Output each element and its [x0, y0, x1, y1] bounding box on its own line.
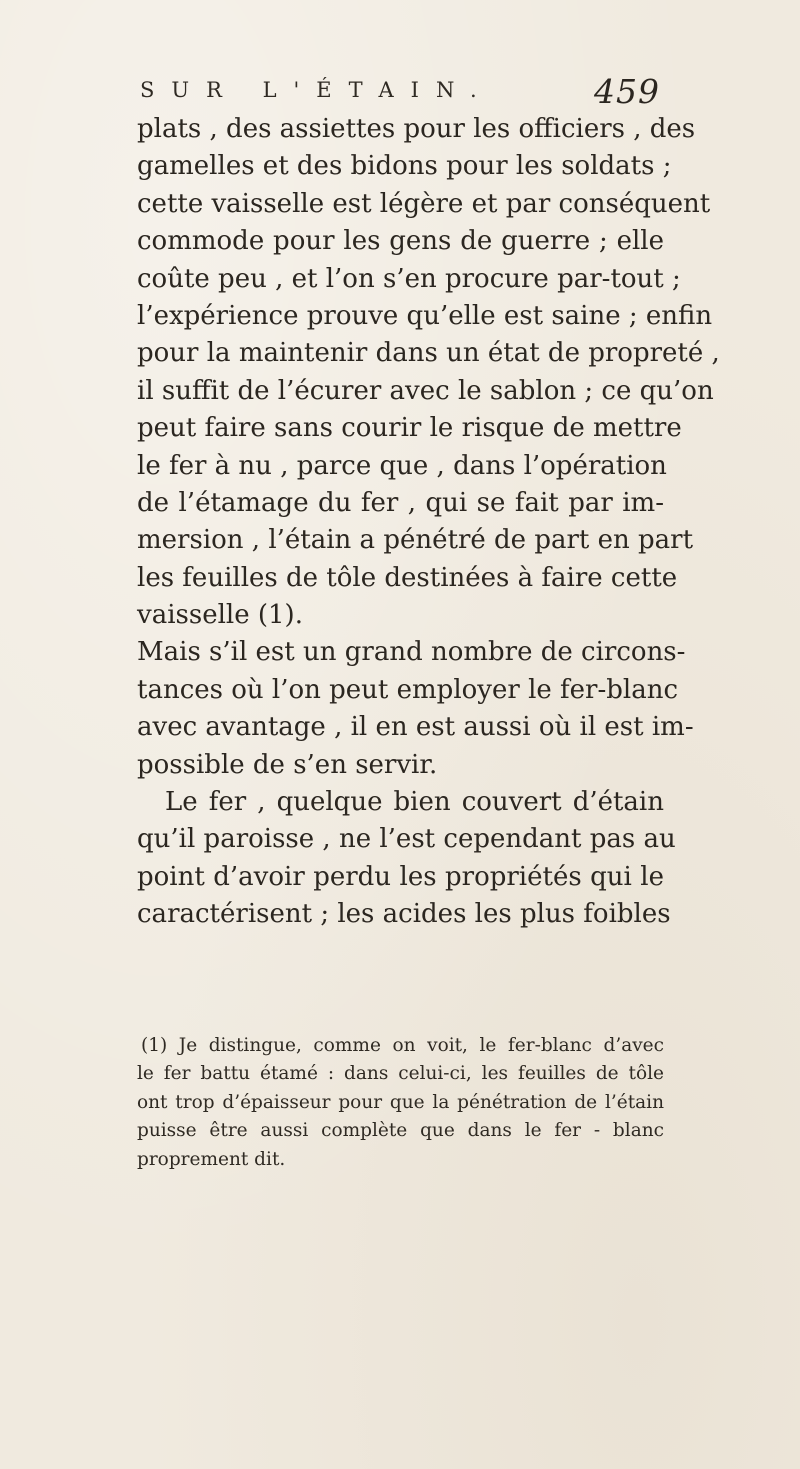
footnote-line: proprement dit. [137, 1148, 286, 1170]
text-line: avec avantage , il en est aussi où il est im- [137, 712, 694, 743]
page-number: 459 [594, 72, 660, 111]
running-head [140, 72, 660, 116]
text-line: Mais s’il est un grand nombre de circons- [137, 637, 686, 668]
text-line: mersion , l’étain a pénétré de part en part [137, 525, 694, 556]
text-line: coûte peu , et l’on s’en procure par-tout ; [137, 263, 681, 294]
text-line: plats , des assiettes pour les officiers , des [137, 114, 696, 144]
footnote [137, 1032, 664, 1174]
text-line: tances où l’on peut employer le fer-blanc [137, 674, 679, 705]
text-line: Le fer , quelque bien couvert d’étain [165, 787, 664, 818]
text-line: l’expérience prouve qu’elle est saine ; enfin [137, 300, 713, 331]
text-line: les feuilles de tôle destinées à faire cette [137, 562, 678, 593]
text-line: pour la maintenir dans un état de propreté , [137, 338, 720, 369]
footnote-line: le fer battu étamé : dans celui-ci, les feuilles de tôle [137, 1063, 664, 1085]
footnote-line: (1) Je distingue, comme on voit, le fer-blanc d’avec [141, 1035, 664, 1056]
text-line: cette vaisselle est légère et par conséquent [137, 188, 711, 219]
text-line: point d’avoir perdu les propriétés qui le [137, 861, 664, 892]
body-text [137, 111, 720, 934]
text-line: qu’il paroisse , ne l’est cependant pas au [137, 824, 676, 855]
text-line: de l’étamage du fer , qui se fait par im- [137, 487, 664, 518]
footnote-line: puisse être aussi complète que dans le fer - blanc [137, 1120, 664, 1142]
text-line: gamelles et des bidons pour les soldats ; [137, 151, 672, 182]
text-line: peut faire sans courir le risque de mettre [137, 413, 682, 444]
text-line: vaisselle (1). [137, 600, 303, 631]
text-line: possible de s’en servir. [137, 749, 438, 780]
text-line: le fer à nu , parce que , dans l’opération [137, 450, 667, 481]
text-line: il suffit de l’écurer avec le sablon ; ce qu’on [137, 375, 714, 406]
text-line: commode pour les gens de guerre ; elle [137, 226, 664, 257]
running-title: SUR L'ÉTAIN. [140, 78, 494, 102]
text-line: caractérisent ; les acides les plus foibles [137, 899, 671, 930]
footnote-line: ont trop d’épaisseur pour que la pénétration de l’étain [137, 1091, 664, 1113]
